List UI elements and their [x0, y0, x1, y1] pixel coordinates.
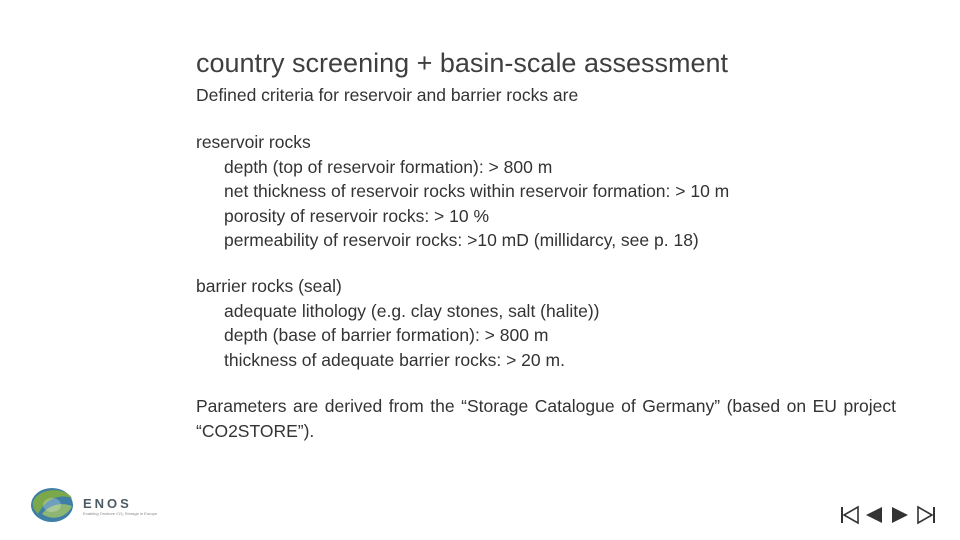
barrier-rocks-section — [196, 274, 599, 372]
reservoir-criterion: net thickness of reservoir rocks within reservoir formation: > 10 m — [224, 181, 730, 201]
last-slide-icon[interactable] — [916, 505, 936, 525]
reservoir-criterion: permeability of reservoir rocks: >10 mD (millidarcy, see p. 18) — [224, 230, 699, 250]
reservoir-heading: reservoir rocks — [196, 132, 311, 152]
reservoir-criterion: porosity of reservoir rocks: > 10 % — [224, 205, 490, 226]
barrier-criterion: depth (base of barrier formation): > 800 m — [224, 325, 549, 345]
reservoir-criterion: depth (top of reservoir formation): > 800 m — [224, 156, 553, 177]
logo-wordmark: ENOS — [83, 496, 132, 511]
barrier-heading: barrier rocks (seal) — [196, 276, 342, 296]
previous-slide-icon[interactable] — [864, 505, 884, 525]
next-slide-icon[interactable] — [890, 505, 910, 525]
reservoir-rocks-section — [196, 130, 729, 253]
first-slide-icon[interactable] — [840, 505, 860, 525]
barrier-criterion: adequate lithology (e.g. clay stones, salt (halite)) — [224, 300, 600, 321]
slide-title: country screening + basin-scale assessment — [196, 48, 729, 78]
slide-subtitle: Defined criteria for reservoir and barrier rocks are — [196, 85, 579, 105]
parameters-note: Parameters are derived from the “Storage Catalogue of Germany” (based on EU project “CO2STORE”). — [196, 396, 896, 441]
barrier-criterion: thickness of adequate barrier rocks: > 20 m. — [224, 349, 565, 370]
logo-tagline: Enabling Onshore CO₂ Storage in Europe — [83, 511, 158, 516]
